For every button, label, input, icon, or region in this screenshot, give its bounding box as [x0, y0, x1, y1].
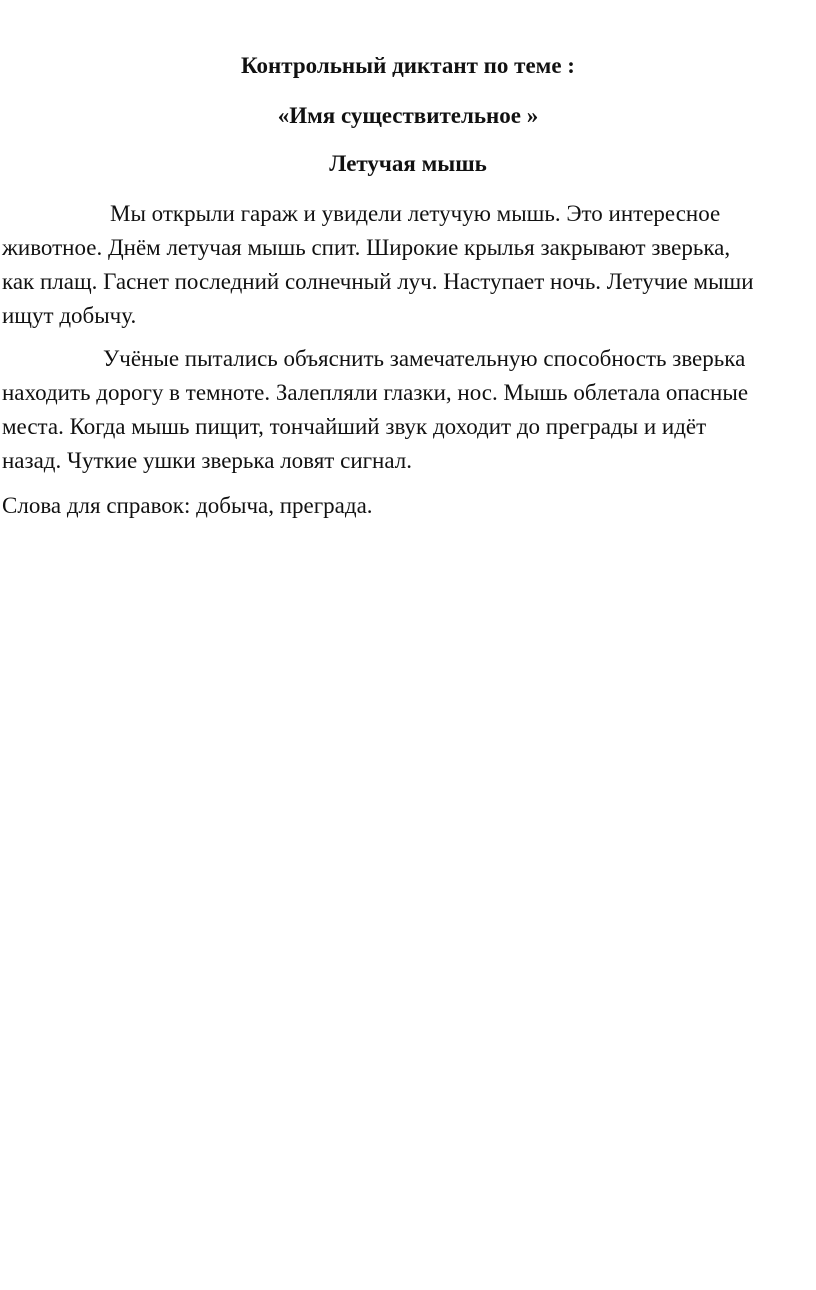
paragraph-2-line: находить дорогу в темноте. Залепляли глазки, нос. Мышь облетала опасные: [2, 380, 749, 405]
topic-title: «Имя существительное »: [277, 103, 539, 128]
paragraph-1-line: Мы открыли гараж и увидели летучую мышь. Это интересное: [110, 201, 721, 226]
paragraph-2-line: места. Когда мышь пищит, тончайший звук доходит до преграды и идёт: [2, 414, 707, 439]
paragraph-1-line: животное. Днём летучая мышь спит. Широкие крылья закрывают зверька,: [2, 235, 731, 260]
dictation-title: Контрольный диктант по теме :: [241, 53, 575, 78]
text-title: Летучая мышь: [329, 151, 487, 176]
paragraph-1: [2, 197, 808, 333]
paragraph-2: [2, 342, 808, 478]
paragraph-2-line: Учёные пытались объяснить замечательную способность зверька: [103, 346, 746, 371]
paragraph-1-line: как плащ. Гаснет последний солнечный луч. Наступает ночь. Летучие мыши: [2, 269, 754, 294]
paragraph-2-line: назад. Чуткие ушки зверька ловят сигнал.: [2, 448, 413, 473]
paragraph-1-line: ищут добычу.: [2, 303, 137, 328]
reference-words: Слова для справок: добыча, преграда.: [2, 493, 373, 518]
